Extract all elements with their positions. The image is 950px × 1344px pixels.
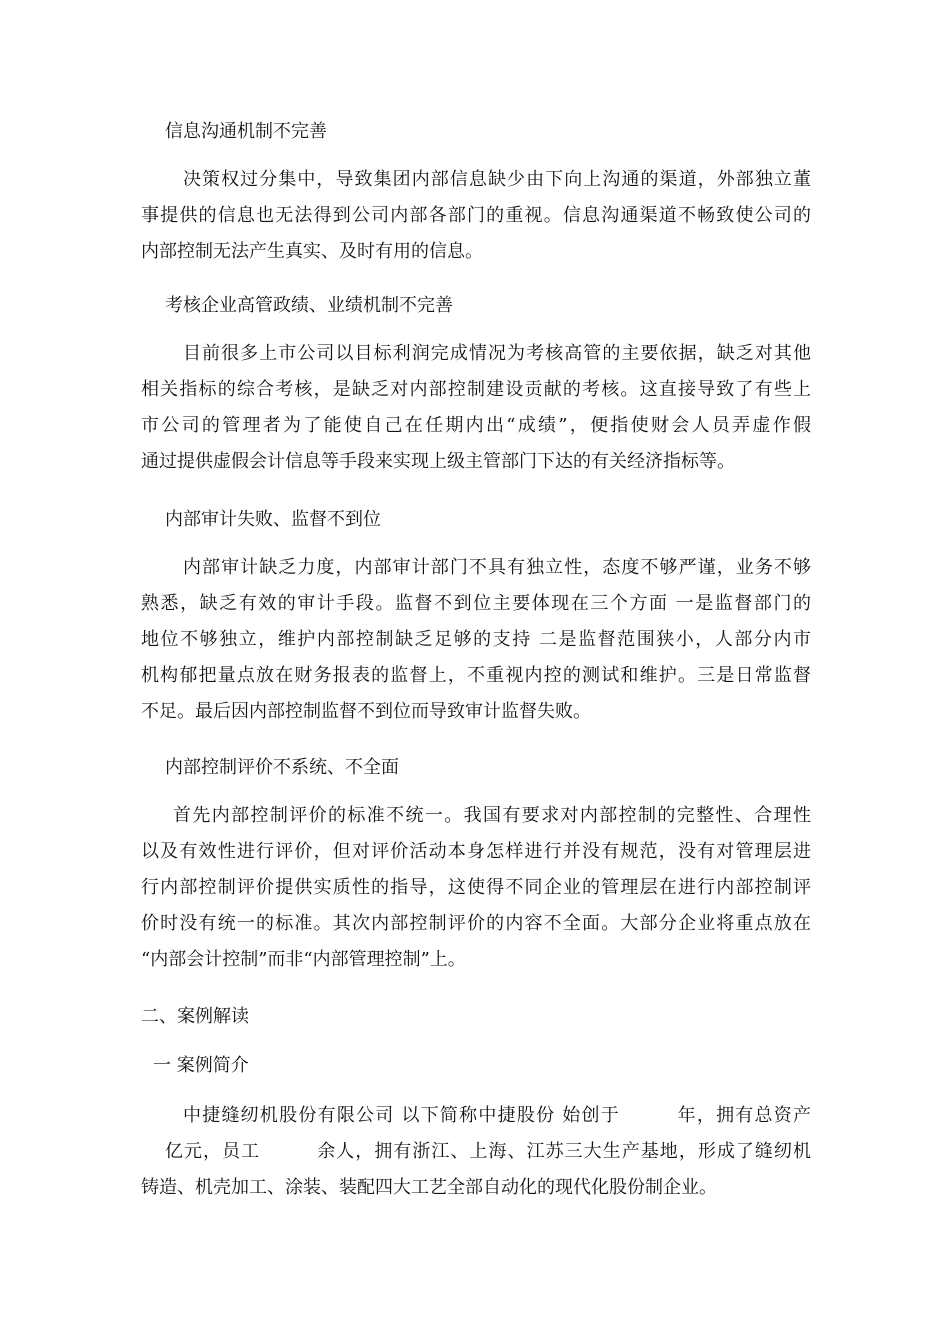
paragraph-line: 内部审计缺乏力度，内部审计部门不具有独立性，态度不够严谨，业务不够	[183, 557, 811, 578]
paragraph-line: 首先内部控制评价的标准不统一。我国有要求对内部控制的完整性、合理性	[173, 805, 811, 826]
section-heading-evaluation: 内部控制评价不系统、不全面	[165, 757, 399, 778]
paragraph-evaluation	[141, 798, 811, 978]
chapter-heading-case-analysis: 二、案例解读	[141, 1006, 249, 1027]
paragraph-audit	[141, 550, 811, 730]
paragraph-line: 地位不够独立，维护内部控制缺乏足够的支持 二是监督范围狭小，人部分内市	[141, 629, 811, 650]
paragraph-assessment	[141, 336, 811, 480]
section-heading-case-intro: 一 案例简介	[153, 1055, 249, 1076]
paragraph-communication	[141, 162, 811, 270]
section-heading-assessment: 考核企业高管政绩、业绩机制不完善	[165, 295, 453, 316]
paragraph-line: 市公司的管理者为了能使自己在任期内出“成绩”，便指使财会人员弄虚作假	[141, 415, 811, 436]
paragraph-line: 以及有效性进行评价，但对评价活动本身怎样进行并没有规范，没有对管理层进	[141, 841, 811, 862]
paragraph-line: 熟悉，缺乏有效的审计手段。监督不到位主要体现在三个方面 一是监督部门的	[141, 593, 811, 614]
paragraph-line: 亿元，员工 余人，拥有浙江、上海、江苏三大生产基地，形成了缝纫机	[165, 1141, 811, 1162]
section-heading-audit: 内部审计失败、监督不到位	[165, 509, 381, 530]
paragraph-line: 决策权过分集中，导致集团内部信息缺少由下向上沟通的渠道，外部独立董	[183, 169, 811, 190]
paragraph-line: “内部会计控制”而非“内部管理控制”上。	[141, 949, 466, 970]
paragraph-line: 不足。最后因内部控制监督不到位而导致审计监督失败。	[141, 701, 591, 722]
paragraph-line: 相关指标的综合考核，是缺乏对内部控制建设贡献的考核。这直接导致了有些上	[141, 379, 811, 400]
paragraph-case-intro	[141, 1098, 811, 1206]
paragraph-line: 价时没有统一的标准。其次内部控制评价的内容不全面。大部分企业将重点放在	[141, 913, 811, 934]
paragraph-line: 内部控制无法产生真实、及时有用的信息。	[141, 241, 483, 262]
paragraph-line: 通过提供虚假会计信息等手段来实现上级主管部门下达的有关经济指标等。	[141, 451, 735, 472]
paragraph-line: 中捷缝纫机股份有限公司 以下简称中捷股份 始创于 年，拥有总资产	[183, 1105, 811, 1126]
paragraph-line: 铸造、机壳加工、涂装、装配四大工艺全部自动化的现代化股份制企业。	[141, 1177, 717, 1198]
paragraph-line: 目前很多上市公司以目标利润完成情况为考核高管的主要依据，缺乏对其他	[183, 343, 811, 364]
paragraph-line: 事提供的信息也无法得到公司内部各部门的重视。信息沟通渠道不畅致使公司的	[141, 205, 811, 226]
paragraph-line: 行内部控制评价提供实质性的指导，这使得不同企业的管理层在进行内部控制评	[141, 877, 811, 898]
section-heading-communication: 信息沟通机制不完善	[165, 121, 327, 142]
paragraph-line: 机构郁把量点放在财务报表的监督上，不重视内控的测试和维护。三是日常监督	[141, 665, 811, 686]
